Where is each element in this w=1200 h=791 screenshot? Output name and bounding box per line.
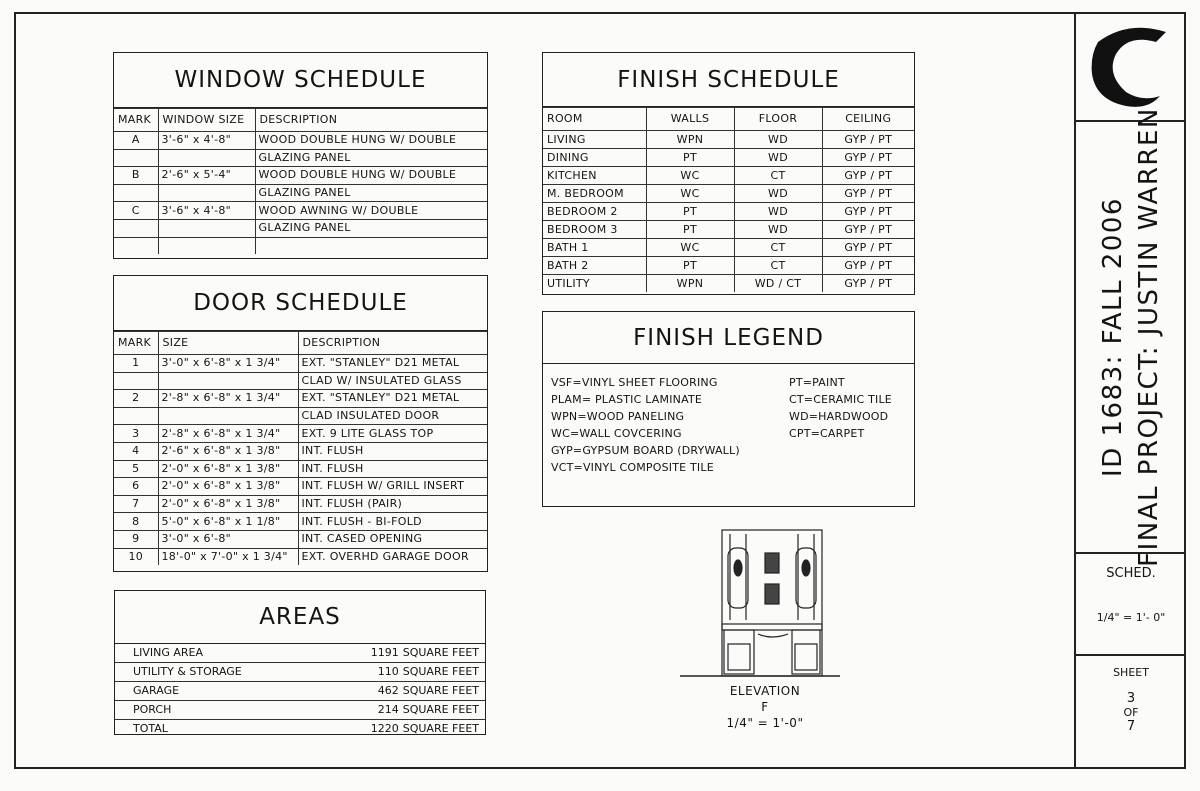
table-cell: INT. CASED OPENING xyxy=(298,530,487,548)
door-schedule-title: DOOR SCHEDULE xyxy=(114,276,487,331)
finish-schedule-row xyxy=(543,131,914,149)
table-cell: 6 xyxy=(114,478,158,496)
door-schedule-row xyxy=(114,425,487,443)
logo-box xyxy=(1076,12,1186,122)
project-title-box xyxy=(1076,107,1186,567)
legend-entry: CPT=CARPET xyxy=(789,427,865,440)
table-cell: 2'-6" x 6'-8" x 1 3/8" xyxy=(158,442,298,460)
table-cell: C xyxy=(114,202,158,220)
table-cell: CT xyxy=(734,257,822,275)
sheet-number-box xyxy=(1076,656,1186,769)
window-schedule-row xyxy=(114,202,487,220)
door-schedule-row xyxy=(114,372,487,390)
area-label: PORCH xyxy=(133,703,172,716)
sheet-scale: 1/4" = 1'- 0" xyxy=(1096,611,1166,624)
table-cell: INT. FLUSH W/ GRILL INSERT xyxy=(298,478,487,496)
table-cell: 2'-8" x 6'-8" x 1 3/4" xyxy=(158,425,298,443)
table-cell: 2'-0" x 6'-8" x 1 3/8" xyxy=(158,495,298,513)
table-cell xyxy=(158,184,255,202)
table-cell: WC xyxy=(646,185,734,203)
elevation-scale: 1/4" = 1'-0" xyxy=(726,716,804,730)
table-cell xyxy=(158,237,255,254)
table-cell: PT xyxy=(646,257,734,275)
areas-row xyxy=(115,682,485,701)
column-header: WALLS xyxy=(646,108,734,131)
table-cell: WOOD DOUBLE HUNG W/ DOUBLE xyxy=(255,132,487,150)
areas-row xyxy=(115,701,485,720)
door-schedule-row xyxy=(114,442,487,460)
window-schedule-header-row xyxy=(114,109,487,132)
table-cell: GYP / PT xyxy=(822,221,914,239)
column-header: DESCRIPTION xyxy=(298,332,487,355)
areas-table xyxy=(114,590,486,735)
table-cell: A xyxy=(114,132,158,150)
table-cell: PT xyxy=(646,149,734,167)
finish-schedule-title: FINISH SCHEDULE xyxy=(543,53,914,107)
table-cell: 9 xyxy=(114,530,158,548)
table-cell: INT. FLUSH (PAIR) xyxy=(298,495,487,513)
column-header: DESCRIPTION xyxy=(255,109,487,132)
table-cell: BEDROOM 3 xyxy=(543,221,646,239)
sheet-total: 7 xyxy=(1126,719,1136,734)
legend-entry: PLAM= PLASTIC LAMINATE xyxy=(551,393,703,406)
legend-entry: CT=CERAMIC TILE xyxy=(789,393,892,406)
elevation-letter: F xyxy=(761,700,769,714)
table-cell: WD xyxy=(734,221,822,239)
table-cell: INT. FLUSH xyxy=(298,442,487,460)
finish-schedule xyxy=(542,52,915,295)
area-value-group xyxy=(378,701,479,719)
area-unit: SQUARE FEET xyxy=(402,703,479,716)
finish-schedule-header-row xyxy=(543,108,914,131)
door-schedule-row xyxy=(114,390,487,408)
table-cell: EXT. "STANLEY" D21 METAL xyxy=(298,390,487,408)
window-schedule-title: WINDOW SCHEDULE xyxy=(114,53,487,108)
project-title xyxy=(1095,107,1167,567)
table-cell: INT. FLUSH xyxy=(298,460,487,478)
table-cell xyxy=(114,372,158,390)
table-cell: GYP / PT xyxy=(822,203,914,221)
table-cell: 3'-0" x 6'-8" x 1 3/4" xyxy=(158,355,298,373)
table-cell xyxy=(158,372,298,390)
column-header: MARK xyxy=(114,332,158,355)
table-cell: UTILITY xyxy=(543,275,646,293)
area-label: UTILITY & STORAGE xyxy=(133,665,242,678)
areas-row xyxy=(115,663,485,682)
area-value: 1191 xyxy=(370,646,399,659)
sheet-of-label: OF xyxy=(1123,706,1139,719)
table-cell: CT xyxy=(734,239,822,257)
door-schedule-row xyxy=(114,407,487,425)
legend-entry: WC=WALL COVCERING xyxy=(551,427,682,440)
table-cell: B xyxy=(114,167,158,185)
table-cell: 5'-0" x 6'-8" x 1 1/8" xyxy=(158,513,298,531)
project-course-line: ID 1683: FALL 2006 xyxy=(1098,197,1128,477)
table-cell: PT xyxy=(646,203,734,221)
table-cell: GYP / PT xyxy=(822,257,914,275)
area-label: TOTAL xyxy=(133,722,168,735)
table-cell: 2'-0" x 6'-8" x 1 3/8" xyxy=(158,460,298,478)
table-cell: 5 xyxy=(114,460,158,478)
table-cell: PT xyxy=(646,221,734,239)
finish-legend xyxy=(542,311,915,507)
table-cell: BATH 1 xyxy=(543,239,646,257)
legend-entry: VCT=VINYL COMPOSITE TILE xyxy=(551,461,714,474)
table-cell: GYP / PT xyxy=(822,239,914,257)
table-cell: WD xyxy=(734,185,822,203)
area-unit: SQUARE FEET xyxy=(402,684,479,697)
table-cell: GYP / PT xyxy=(822,149,914,167)
table-cell: 18'-0" x 7'-0" x 1 3/4" xyxy=(158,548,298,565)
table-cell: WOOD AWNING W/ DOUBLE xyxy=(255,202,487,220)
door-schedule-row xyxy=(114,355,487,373)
finish-schedule-row xyxy=(543,149,914,167)
table-cell xyxy=(158,407,298,425)
table-cell: 3'-0" x 6'-8" xyxy=(158,530,298,548)
elevation-f-drawing xyxy=(680,528,840,678)
door-schedule-row xyxy=(114,548,487,565)
area-unit: SQUARE FEET xyxy=(402,722,479,735)
elevation-caption xyxy=(710,683,820,731)
finish-schedule-row xyxy=(543,185,914,203)
elevation-label: ELEVATION xyxy=(729,684,801,698)
table-cell: 2'-0" x 6'-8" x 1 3/8" xyxy=(158,478,298,496)
window-schedule-row xyxy=(114,184,487,202)
table-cell xyxy=(114,237,158,254)
area-value-group xyxy=(378,663,479,681)
table-cell xyxy=(158,219,255,237)
column-header: MARK xyxy=(114,109,158,132)
finish-schedule-row xyxy=(543,257,914,275)
table-cell: WC xyxy=(646,167,734,185)
table-cell: WD / CT xyxy=(734,275,822,293)
table-cell: GYP / PT xyxy=(822,167,914,185)
area-label: GARAGE xyxy=(133,684,180,697)
window-schedule-row xyxy=(114,167,487,185)
table-cell: 2'-8" x 6'-8" x 1 3/4" xyxy=(158,390,298,408)
legend-entry: WD=HARDWOOD xyxy=(789,410,889,423)
table-cell: EXT. OVERHD GARAGE DOOR xyxy=(298,548,487,565)
area-value: 462 xyxy=(377,684,399,697)
window-schedule-row xyxy=(114,132,487,150)
finish-schedule-row xyxy=(543,167,914,185)
door-schedule-row xyxy=(114,460,487,478)
door-schedule-table xyxy=(114,331,487,565)
sheet-info-box xyxy=(1076,554,1186,656)
area-value-group xyxy=(371,720,479,738)
table-cell: GYP / PT xyxy=(822,131,914,149)
finish-schedule-row xyxy=(543,275,914,293)
table-cell: GLAZING PANEL xyxy=(255,184,487,202)
designer-logo-icon xyxy=(1076,12,1184,118)
table-cell: WPN xyxy=(646,131,734,149)
table-cell: GLAZING PANEL xyxy=(255,149,487,167)
table-cell: 8 xyxy=(114,513,158,531)
finish-schedule-table xyxy=(543,107,914,292)
areas-title: AREAS xyxy=(115,591,485,644)
table-cell: GLAZING PANEL xyxy=(255,219,487,237)
sheet-number: 3 xyxy=(1126,691,1136,706)
door-schedule xyxy=(113,275,488,572)
table-cell: CLAD W/ INSULATED GLASS xyxy=(298,372,487,390)
sheet-label: SHEET xyxy=(1113,666,1149,679)
legend-entry: VSF=VINYL SHEET FLOORING xyxy=(551,376,718,389)
area-label: LIVING AREA xyxy=(133,646,204,659)
window-schedule-table xyxy=(114,108,487,254)
area-value-group xyxy=(378,682,479,700)
table-cell xyxy=(158,149,255,167)
table-cell: 1 xyxy=(114,355,158,373)
area-unit: SQUARE FEET xyxy=(402,646,479,659)
table-cell: EXT. "STANLEY" D21 METAL xyxy=(298,355,487,373)
table-cell: BATH 2 xyxy=(543,257,646,275)
area-unit: SQUARE FEET xyxy=(402,665,479,678)
table-cell: INT. FLUSH - BI-FOLD xyxy=(298,513,487,531)
area-value-group xyxy=(371,644,479,662)
column-header: WINDOW SIZE xyxy=(158,109,255,132)
column-header: CEILING xyxy=(822,108,914,131)
window-schedule-row xyxy=(114,149,487,167)
table-cell: LIVING xyxy=(543,131,646,149)
table-cell: 3'-6" x 4'-8" xyxy=(158,132,255,150)
finish-legend-title: FINISH LEGEND xyxy=(543,312,914,364)
door-schedule-header-row xyxy=(114,332,487,355)
table-cell: WD xyxy=(734,203,822,221)
table-cell: WC xyxy=(646,239,734,257)
table-cell xyxy=(255,237,487,254)
table-cell: GYP / PT xyxy=(822,275,914,293)
table-cell: CLAD INSULATED DOOR xyxy=(298,407,487,425)
legend-entry: PT=PAINT xyxy=(789,376,845,389)
table-cell xyxy=(114,219,158,237)
table-cell: 7 xyxy=(114,495,158,513)
window-schedule-row xyxy=(114,237,487,254)
window-schedule xyxy=(113,52,488,259)
legend-entry: GYP=GYPSUM BOARD (DRYWALL) xyxy=(551,444,740,457)
column-header: ROOM xyxy=(543,108,646,131)
table-cell: WD xyxy=(734,131,822,149)
table-cell: EXT. 9 LITE GLASS TOP xyxy=(298,425,487,443)
legend-entry: WPN=WOOD PANELING xyxy=(551,410,685,423)
table-cell xyxy=(114,184,158,202)
areas-row xyxy=(115,644,485,663)
title-block xyxy=(1074,12,1186,769)
table-cell: M. BEDROOM xyxy=(543,185,646,203)
finish-schedule-row xyxy=(543,239,914,257)
table-cell xyxy=(114,149,158,167)
table-cell xyxy=(114,407,158,425)
table-cell: 3'-6" x 4'-8" xyxy=(158,202,255,220)
areas-row xyxy=(115,720,485,738)
area-value: 110 xyxy=(377,665,399,678)
door-schedule-row xyxy=(114,495,487,513)
door-schedule-row xyxy=(114,478,487,496)
table-cell: BEDROOM 2 xyxy=(543,203,646,221)
table-cell: GYP / PT xyxy=(822,185,914,203)
sheet-name: SCHED. xyxy=(1106,566,1156,581)
finish-schedule-row xyxy=(543,203,914,221)
table-cell: 10 xyxy=(114,548,158,565)
table-cell: KITCHEN xyxy=(543,167,646,185)
column-header: FLOOR xyxy=(734,108,822,131)
window-schedule-row xyxy=(114,219,487,237)
door-schedule-row xyxy=(114,513,487,531)
column-header: SIZE xyxy=(158,332,298,355)
finish-schedule-row xyxy=(543,221,914,239)
table-cell: 4 xyxy=(114,442,158,460)
area-value: 1220 xyxy=(370,722,399,735)
table-cell: 2 xyxy=(114,390,158,408)
area-value: 214 xyxy=(377,703,399,716)
table-cell: DINING xyxy=(543,149,646,167)
table-cell: WD xyxy=(734,149,822,167)
project-name-line: FINAL PROJECT: JUSTIN WARREN xyxy=(1134,107,1164,567)
table-cell: WOOD DOUBLE HUNG W/ DOUBLE xyxy=(255,167,487,185)
table-cell: CT xyxy=(734,167,822,185)
table-cell: 3 xyxy=(114,425,158,443)
table-cell: WPN xyxy=(646,275,734,293)
table-cell: 2'-6" x 5'-4" xyxy=(158,167,255,185)
door-schedule-row xyxy=(114,530,487,548)
